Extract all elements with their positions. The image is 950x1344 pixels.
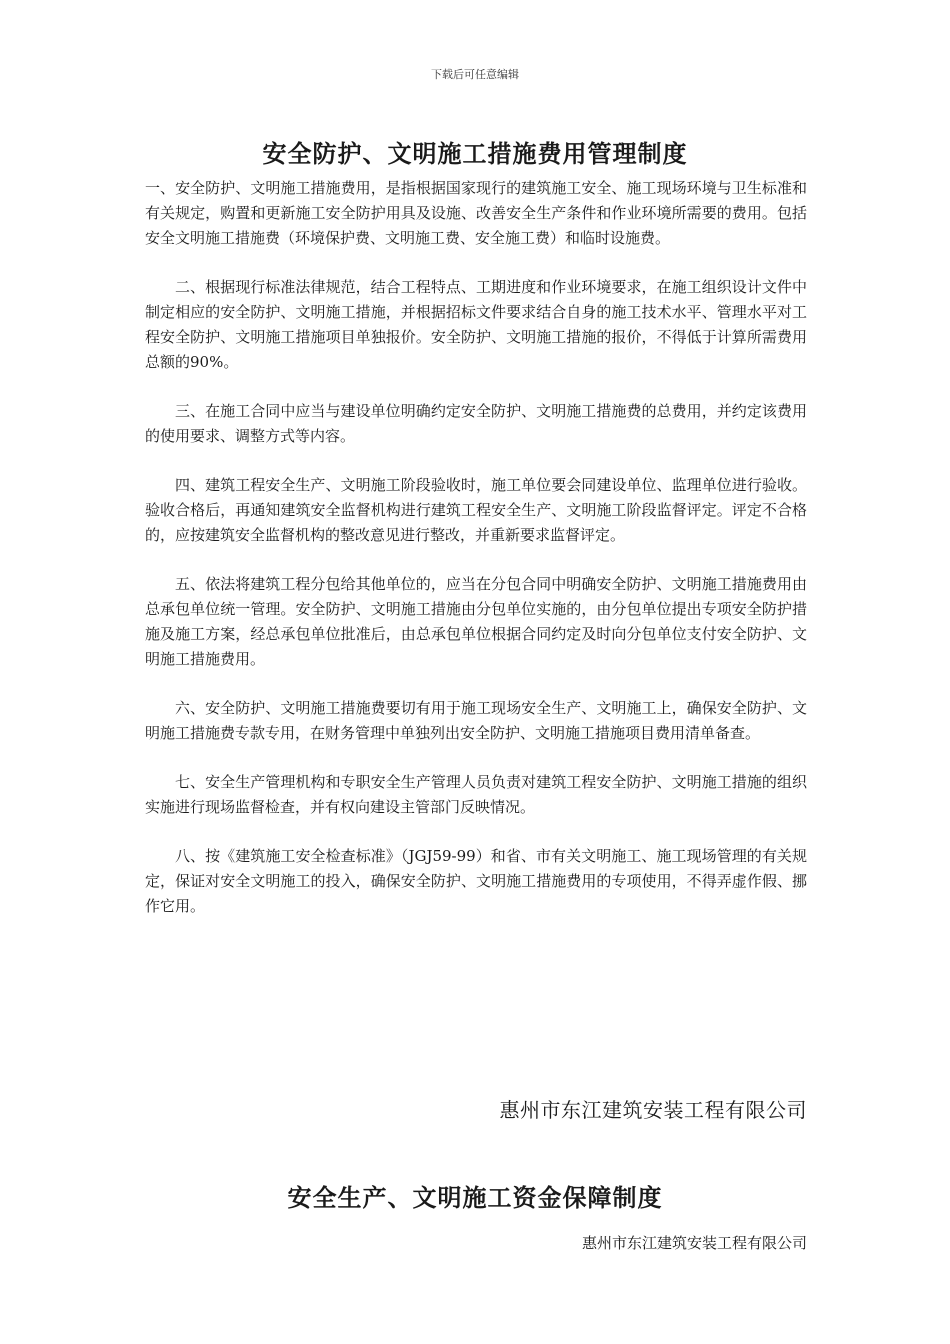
second-company-name: 惠州市东江建筑安装工程有限公司	[581, 1234, 807, 1252]
paragraph-3: 三、在施工合同中应当与建设单位明确约定安全防护、文明施工措施费的总费用，并约定该费用的使用要求、调整方式等内容。	[145, 402, 807, 445]
paragraph-8: 八、按《建筑施工安全检查标准》（JGJ59-99）和省、市有关文明施工、施工现场管理的有关规定，保证对安全文明施工的投入，确保安全防护、文明施工措施费用的专项使用，不得弄虚作假、挪作它用。	[145, 847, 807, 915]
company-signature: 惠州市东江建筑安装工程有限公司	[499, 1098, 807, 1122]
paragraph-6: 六、安全防护、文明施工措施费要切有用于施工现场安全生产、文明施工上，确保安全防护、文明施工措施费专款专用，在财务管理中单独列出安全防护、文明施工措施项目费用清单备查。	[145, 699, 807, 742]
paragraph-7: 七、安全生产管理机构和专职安全生产管理人员负责对建筑工程安全防护、文明施工措施的组织实施进行现场监督检查，并有权向建设主管部门反映情况。	[145, 773, 807, 816]
paragraph-5: 五、依法将建筑工程分包给其他单位的，应当在分包合同中明确安全防护、文明施工措施费用由总承包单位统一管理。安全防护、文明施工措施由分包单位实施的，由分包单位提出专项安全防护措施及施工方案，经总承包单位批准后，由总承包单位根据合同约定及时向分包单位支付安全防护、文明施工措施费用。	[145, 575, 807, 668]
paragraph-1: 一、安全防护、文明施工措施费用，是指根据国家现行的建筑施工安全、施工现场环境与卫生标准和有关规定，购置和更新施工安全防护用具及设施、改善安全生产条件和作业环境所需要的费用。包括安全文明施工措施费（环境保护费、文明施工费、安全施工费）和临时设施费。	[145, 179, 807, 247]
document-body	[145, 176, 807, 943]
paragraph-2: 二、根据现行标准法律规范，结合工程特点、工期进度和作业环境要求，在施工组织设计文件中制定相应的安全防护、文明施工措施，并根据招标文件要求结合自身的施工技术水平、管理水平对工程安全防护、文明施工措施项目单独报价。安全防护、文明施工措施的报价，不得低于计算所需费用总额的90%。	[145, 278, 807, 371]
paragraph-4: 四、建筑工程安全生产、文明施工阶段验收时，施工单位要会同建设单位、监理单位进行验收。验收合格后，再通知建筑安全监督机构进行建筑工程安全生产、文明施工阶段监督评定。评定不合格的，应按建筑安全监督机构的整改意见进行整改，并重新要求监督评定。	[145, 476, 807, 544]
second-document-title: 安全生产、文明施工资金保障制度	[287, 1183, 663, 1212]
document-title: 安全防护、文明施工措施费用管理制度	[262, 139, 688, 168]
header-note: 下载后可任意编辑	[431, 68, 519, 81]
